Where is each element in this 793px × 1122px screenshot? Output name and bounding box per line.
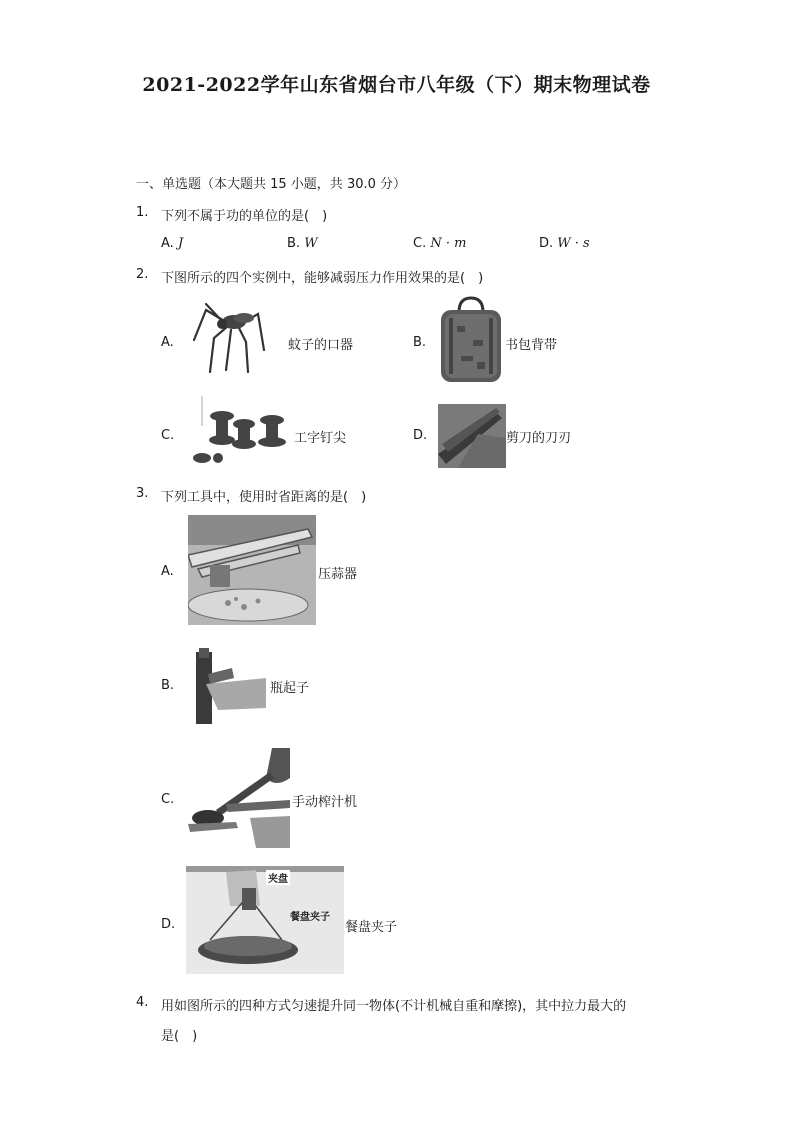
question-4-text-line2: 是( ) [161,1029,198,1044]
q2-option-b-letter[interactable]: B. [413,335,427,350]
q2-option-c-caption: 工字钉尖 [294,431,347,446]
q3-option-a-caption: 压蒜器 [318,567,358,582]
q1-option-b-letter: B. [287,236,301,251]
question-1-number: 1. [136,205,149,220]
question-1-text: 下列不属于功的单位的是( ) [161,209,328,224]
question-4-number: 4. [136,995,149,1010]
juicer-icon [186,748,290,848]
q1-option-a[interactable] [161,236,183,251]
section-heading: 一、单选题（本大题共 15 小题，共 30.0 分） [136,177,407,192]
page-title: 2021-2022学年山东省烟台市八年级（下）期末物理试卷 [142,74,651,96]
q1-option-c[interactable] [413,236,466,251]
q3-option-d-letter[interactable]: D. [161,917,176,932]
q3-option-c-caption: 手动榨汁机 [292,795,358,810]
q2-option-a-caption: 蚊子的口器 [288,338,354,353]
q1-option-b-value: W [304,236,318,251]
question-2-number: 2. [136,267,149,282]
q2-option-a-letter[interactable]: A. [161,335,174,350]
mosquito-icon [186,300,286,375]
scissors-icon [438,404,506,468]
bottle-opener-icon [188,648,266,724]
q3-option-b-letter[interactable]: B. [161,678,175,693]
q3-option-a-letter[interactable]: A. [161,564,174,579]
q3-option-b-caption: 瓶起子 [270,681,310,696]
garlic-press-icon [188,515,316,625]
q1-option-c-value: N · m [430,236,467,251]
q3-option-d-caption: 餐盘夹子 [345,920,398,935]
question-4-text-line1: 用如图所示的四种方式匀速提升同一物体(不计机械自重和摩擦)，其中拉力最大的 [161,999,627,1014]
backpack-icon [437,296,505,384]
q1-option-a-value: J [177,236,184,251]
question-3-text: 下列工具中，使用时省距离的是( ) [161,490,367,505]
q2-option-d-letter[interactable]: D. [413,428,428,443]
q2-option-d-caption: 剪刀的刀刃 [506,431,572,446]
question-3-number: 3. [136,486,149,501]
q2-option-c-letter[interactable]: C. [161,428,175,443]
q1-option-d-letter: D. [539,236,554,251]
q1-option-a-letter: A. [161,236,174,251]
q1-option-d-value: W · s [557,236,590,251]
pushpin-icon [184,396,294,468]
plate-clip-photo-label-1: 夹盘 [266,870,290,885]
plate-clip-icon [186,866,344,974]
q1-option-d[interactable] [539,236,590,251]
q1-option-b[interactable] [287,236,318,251]
q2-option-b-caption: 书包背带 [505,338,558,353]
q3-option-c-letter[interactable]: C. [161,792,175,807]
q1-option-c-letter: C. [413,236,427,251]
plate-clip-photo-label-2: 餐盘夹子 [290,912,330,923]
question-2-text: 下图所示的四个实例中，能够减弱压力作用效果的是( ) [161,271,484,286]
